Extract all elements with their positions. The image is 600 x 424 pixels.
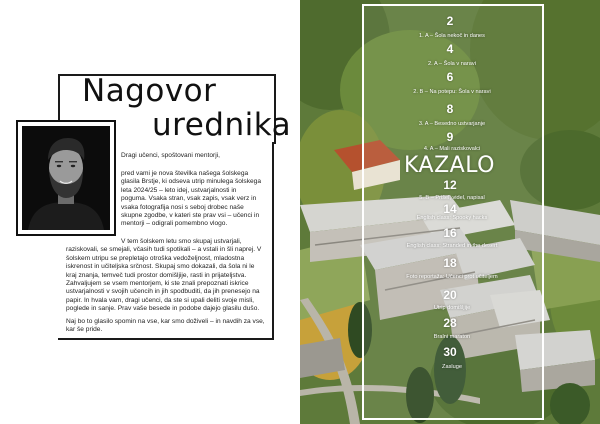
editorial-title-line1: Nagovor xyxy=(82,73,217,109)
toc-entry-label[interactable]: Utrip domišljije xyxy=(433,305,471,311)
text-line: vsaka fotografija nosi s seboj drobec naše xyxy=(121,203,244,211)
text-line: poglede in sanje. Prav vaše besede in podobe dajejo glasilu dušo. xyxy=(66,305,260,313)
toc-entry-label[interactable]: Bralni maraton xyxy=(433,334,471,340)
text-line: Zahvaljujem se vsem mentorjem, ki ste znali prepoznati iskrice xyxy=(66,280,249,287)
text-line: šolskem utripu se prepletajo otroška vedoželjnost, mladostna xyxy=(66,254,245,262)
text-line: Naj bo to glasilo spomin na vse, kar smo doživeli – in navdih za vse, xyxy=(66,318,265,325)
text-line: iskrenost in učiteljska srčnost. Skupaj smo dokazali, da šola ni le xyxy=(66,263,255,271)
toc-page-number: 20 xyxy=(443,288,457,302)
text-line: papir. In hvala vam, dragi učenci, da ste si upali deliti svoje misli, xyxy=(66,296,255,304)
toc-page-number: 12 xyxy=(443,178,457,192)
toc-page-number: 30 xyxy=(443,345,457,359)
toc-entry-label[interactable]: 4. A – Mali raziskovalci xyxy=(423,146,481,152)
editorial-paragraph-year xyxy=(66,238,261,280)
toc-page-number: 2 xyxy=(446,14,454,28)
text-line: raziskovali, se smejali, včasih tudi spotikali – a vstali in šli naprej. V xyxy=(66,246,262,254)
text-line: leta 2024/25 – leto idej, ustvarjalnosti in xyxy=(121,186,237,194)
toc-entry-label[interactable]: 1. A – Šola nekoč in danes xyxy=(419,33,485,39)
text-line: skupne zgodbe, v kateri ste prav vsi – učenci in xyxy=(121,212,260,220)
text-line: Dragi učenci, spoštovani mentorji, xyxy=(121,152,220,159)
text-line: V tem šolskem letu smo skupaj ustvarjali, xyxy=(121,238,242,245)
editor-portrait xyxy=(22,126,110,230)
toc-entry-label[interactable]: English class: Spooky hacks xyxy=(416,215,488,221)
editorial-greeting xyxy=(121,152,220,160)
text-frame-bottom-border xyxy=(58,338,274,340)
toc-page-number: 14 xyxy=(443,202,457,216)
contents-heading: KAZALO xyxy=(404,153,495,178)
text-line: glasila Brstje, ki odseva utrip minulega šolskega xyxy=(121,178,262,186)
toc-page-number: 18 xyxy=(443,256,457,270)
text-line: poguma. Vsaka stran, vsak zapis, vsak verz in xyxy=(121,195,257,203)
toc-page-number: 4 xyxy=(446,42,454,56)
toc-page-number: 16 xyxy=(443,226,457,240)
editorial-paragraph-closing xyxy=(66,318,265,335)
editorial-paragraph-intro xyxy=(121,170,261,229)
editorial-title-line2: urednika xyxy=(152,107,292,143)
toc-entry-label[interactable]: 2. B – Na potepu: Šola v naravi xyxy=(413,89,491,95)
toc-entry-label[interactable]: 3. A – Besedno ustvarjanje xyxy=(418,121,486,127)
editorial-paragraph-thanks xyxy=(66,280,260,314)
toc-page-number: 6 xyxy=(446,70,454,84)
toc-page-number: 8 xyxy=(446,102,454,116)
toc-entry-label[interactable]: English class: Stranded in the desert xyxy=(406,243,498,249)
text-line: kraj znanja, temveč tudi prostor domišljije, rasti in prijateljstva. xyxy=(66,271,247,279)
text-line: pred vami je nova številka našega šolskega xyxy=(121,170,249,177)
toc-page-number: 9 xyxy=(446,130,454,144)
toc-entry-label[interactable]: 5. B – Prišel, videl, napisal xyxy=(419,195,485,201)
editor-photo-frame xyxy=(16,120,116,236)
text-line: ustvarjalnosti v svojih učencih in jih spodbuditi, da jih prenesejo na xyxy=(66,288,260,296)
toc-entry-label[interactable]: Foto reportaža: Učenci prot učiteljem xyxy=(406,274,498,280)
toc-entry-label[interactable]: Zasluge xyxy=(442,364,462,370)
toc-page-number: 28 xyxy=(443,316,457,330)
toc-entry-label[interactable]: 2. A – Šola v naravi xyxy=(428,61,476,67)
text-line: mentorji – odigrali pomembno vlogo. xyxy=(121,220,228,228)
text-line: kar še pride. xyxy=(66,326,103,334)
